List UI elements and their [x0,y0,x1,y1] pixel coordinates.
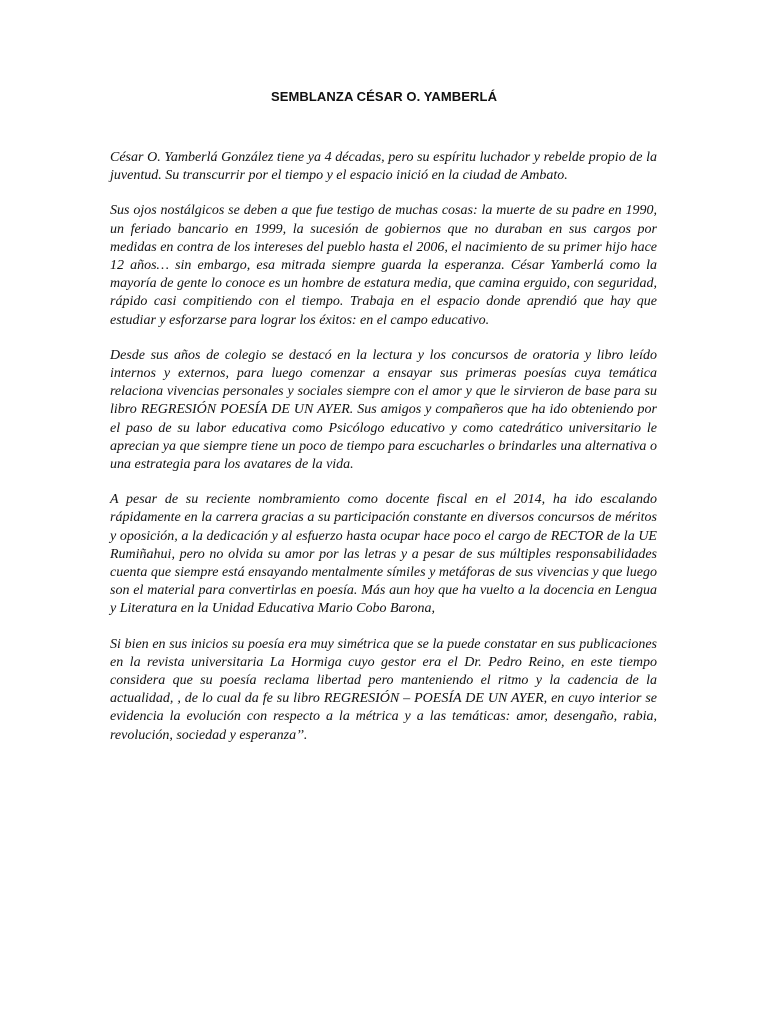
document-body [110,149,657,762]
paragraph-intro: César O. Yamberlá González tiene ya 4 décadas, pero su espíritu luchador y rebelde propio de la juventud. Su transcurrir por el tiempo y el espacio inició en la ciudad de Ambato. [110,150,657,184]
paragraph-eyes: Sus ojos nostálgicos se deben a que fue testigo de muchas cosas: la muerte de su padre en 1990, un feriado bancario en 1999, la sucesión de gobiernos que no duraban en sus cargos por medidas en contra de los intereses del pueblo hasta el 2006, el nacimiento de su primer hijo hace 12 años… sin embargo, esa mitrada siempre guarda la esperanza. César Yamberlá como la mayoría de gente lo conoce es un hombre de estatura media, que camina erguido, con seguridad, rápido casi compitiendo con el tiempo. Trabaja en el espacio donde aprendió que hay que estudiar y esforzarse para lograr los éxitos: en el campo educativo. [110,203,657,328]
paragraph-school-years: Desde sus años de colegio se destacó en la lectura y los concursos de oratoria y libro leído internos y externos, para luego comenzar a ensayar sus primeras poesías cuya temática relaciona vivencias personales y sociales siempre con el amor y que le sirvieron de base para su libro REGRESIÓN POESÍA DE UN AYER. Sus amigos y compañeros que ha ido obteniendo por el paso de su labor educativa como Psicólogo educativo y como catedrático universitario le aprecian ya que siempre tiene un poco de tiempo para escucharles o brindarles una alternativa o una estrategia para los avatares de la vida. [110,347,657,473]
document-title: SEMBLANZA CÉSAR O. YAMBERLÁ [270,89,498,104]
paragraph-poetry: Si bien en sus inicios su poesía era muy simétrica que se la puede constatar en sus publicaciones en la revista universitaria La Hormiga cuyo gestor era el Dr. Pedro Reino, en este tiempo considera que su poesía reclama libertad pero manteniendo el ritmo y la cadencia de la actualidad, , de lo cual da fe su libro REGRESIÓN – POESÍA DE UN AYER, en cuyo interior se evidencia la evolución con respecto a la métrica y a las temáticas: amor, desengaño, rabia, revolución, sociedad y esperanza’’. [110,636,657,743]
paragraph-career: A pesar de su reciente nombramiento como docente fiscal en el 2014, ha ido escalando rápidamente en la carrera gracias a su participación constante en diversos concursos de méritos y oposición, a la dedicación y al esfuerzo hasta ocupar hace poco el cargo de RECTOR de la UE Rumiñahui, pero no olvida su amor por las letras y a pesar de sus múltiples responsabilidades cuenta que siempre está ensayando mentalmente símiles y metáforas de sus vivencias y que luego son el material para convertirlas en poesía. Más aun hoy que ha vuelto a la docencia en Lengua y Literatura en la Unidad Educativa Mario Cobo Barona, [110,492,657,617]
